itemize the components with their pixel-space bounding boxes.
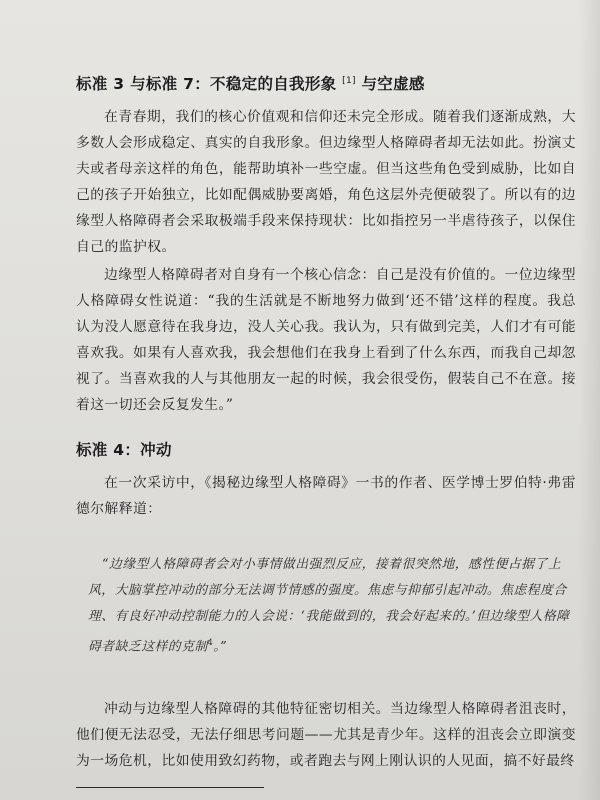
heading-text-end: 与空虚感	[355, 75, 425, 93]
footnote-divider	[76, 787, 264, 788]
section-heading-criteria-4: 标准 4：冲动	[76, 441, 172, 459]
footnote-marker: 4	[207, 638, 214, 647]
quote-text: “边缘型人格障碍者会对小事情做出强烈反应，接着很突然地，感性便占据了上风，大脑掌控冲动的部分无法调节情感的强度。焦虑与抑郁引起冲动。焦虑程度合理、有良好冲动控制能力的人会说：‘我能做到的，我会好起来的。’但边缘型人格障碍者缺乏这样的克制	[88, 557, 570, 655]
section-heading-criteria-3-7	[76, 72, 576, 94]
paragraph-impulsivity: 冲动与边缘型人格障碍的其他特征密切相关。当边缘型人格障碍者沮丧时，他们便无法忍受，无法仔细思考问题——尤其是青少年。这样的沮丧会立即演变为一场危机，比如使用致幻药物，或者跑去与网上刚认识的人见面，搞不好最终	[76, 701, 576, 770]
paragraph-adolescence: 在青春期，我们的核心价值观和信仰还未完全形成。随着我们逐渐成熟，大多数人会形成稳定、真实的自我形象。但边缘型人格障碍者却无法如此。扮演丈夫或者母亲这样的角色，能帮助填补一些空虚。但当这些角色受到威胁，比如自己的孩子开始独立，比如配偶威胁要离婚，角色这层外壳便破裂了。所以有的边缘型人格障碍者会采取极端手段来保持现状：比如指控另一半虐待孩子，以保住自己的监护权。	[76, 109, 576, 255]
paragraph-interview-intro: 在一次采访中，《揭秘边缘型人格障碍》一书的作者、医学博士罗伯特·弗雷德尔解释道：	[76, 475, 576, 517]
page-content	[76, 72, 576, 774]
block-quote	[76, 552, 576, 660]
paragraph-core-belief: 边缘型人格障碍者对自身有一个核心信念：自己是没有价值的。一位边缘型人格障碍女性说道：“我的生活就是不断地努力做到‘还不错’这样的程度。我总认为没人愿意待在我身边，没人关心我。我认为，只有做到完美，人们才有可能喜欢我。如果有人喜欢我，我会想他们在我身上看到了什么东西，而我自己却忽视了。当喜欢我的人与其他朋友一起的时候，我会很受伤，假装自己不在意。接着这一切还会反复发生。”	[76, 267, 576, 413]
reference-marker: [1]	[342, 75, 356, 86]
quote-end: 。”	[213, 639, 228, 655]
page-edge-shadow	[578, 0, 600, 800]
heading-text: 标准 3 与标准 7：不稳定的自我形象	[76, 75, 343, 93]
